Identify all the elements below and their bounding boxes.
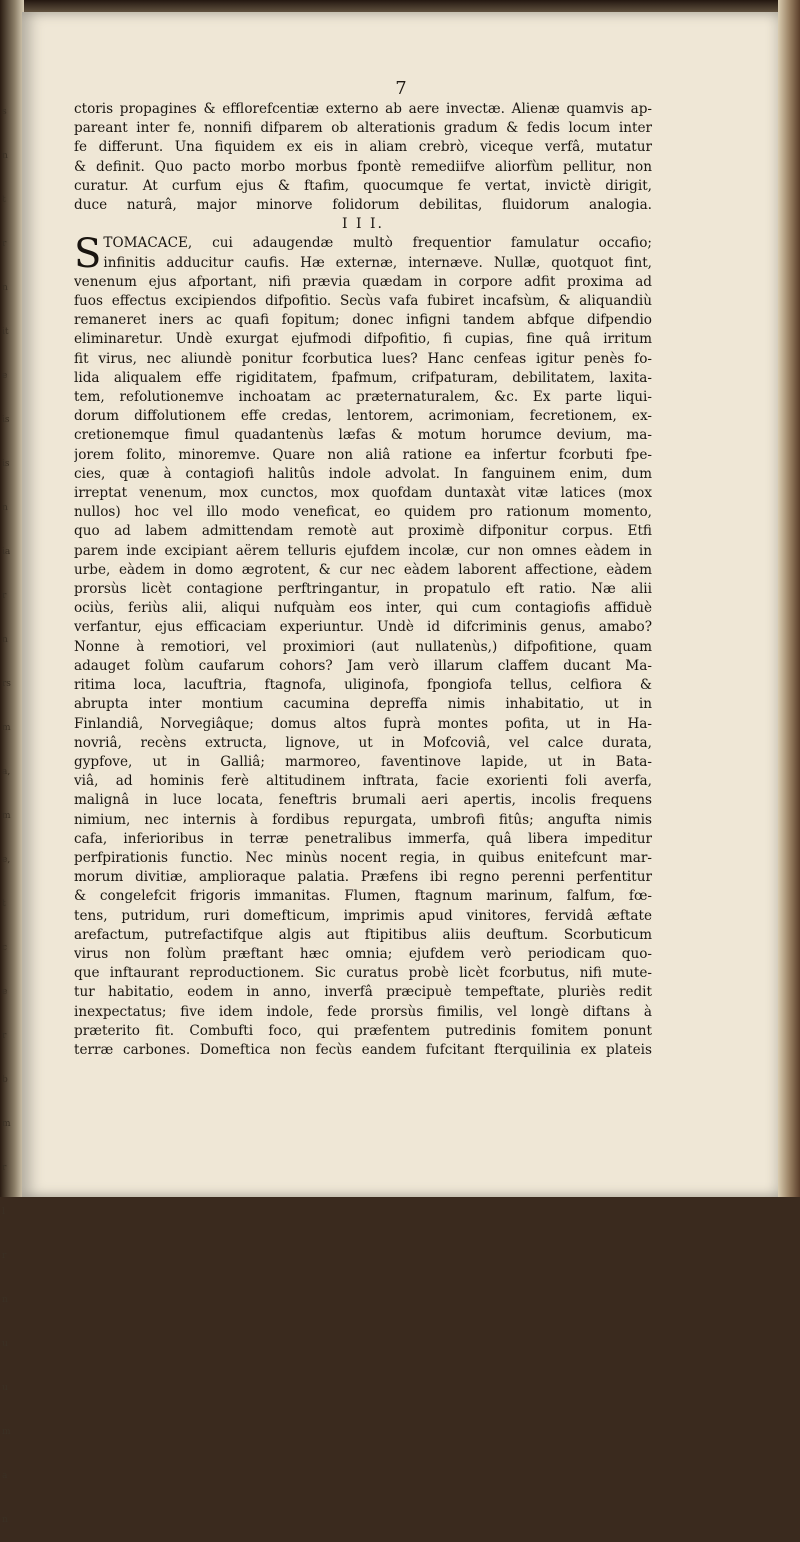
- text-line: dorum diffolutionem effe credas, lentorem, acrimoniam, fecretionem, ex-: [74, 408, 652, 425]
- text-line: que inftaurant reproductionem. Sic curatus probè licèt fcorbutus, nifi mute-: [74, 965, 652, 982]
- text-line: inexpectatus; five idem indole, fede prorsùs fimilis, vel longè diftans à: [74, 1003, 652, 1020]
- text-line: virus non folùm præftant hæc omnia; ejufdem verò periodicam quo-: [74, 945, 652, 962]
- text-line: ritima loca, lacuftria, ftagnofa, uliginofa, fpongiofa tellus, celfiora &: [74, 677, 652, 694]
- text-line: tens, putridum, ruri domefticum, imprimis apud vinitores, fervidâ æftate: [74, 907, 652, 924]
- text-line: morum divitiæ, amplioraque palatia. Præfens ibi regno perenni perfentitur: [74, 869, 652, 886]
- page-number: 7: [395, 78, 407, 99]
- book-fore-edge: [778, 0, 800, 1197]
- text-line: perfpirationis functio. Nec minùs nocent regia, in quibus enitefcunt mar-: [74, 849, 652, 866]
- text-line: verfantur, ejus efficaciam experiuntur. Undè id difcriminis genus, amabo?: [74, 619, 652, 636]
- facing-page-margin-text: s n t r n it e is is n ia r n rs m a, m e, t c e r b m r l r n u u m a n: [2, 107, 11, 1525]
- text-line: & congelefcit frigoris immanitas. Flumen, ftagnum marinum, falfum, fœ-: [74, 888, 652, 905]
- paragraph-continuation: [74, 100, 652, 215]
- text-line: quo ad labem admittendam remotè aut proximè difponitur corpus. Etfi: [74, 523, 652, 540]
- book-gutter: [0, 0, 24, 1525]
- text-line: gypfove, ut in Galliâ; marmoreo, faventinove lapide, ut in Bata-: [74, 753, 652, 770]
- text-line: nullos) hoc vel illo modo veneficat, eo quidem pro rationum momento,: [74, 504, 652, 521]
- text-line: tem, refolutionemve inchoatam ac præternaturalem, &c. Ex parte liqui-: [74, 389, 652, 406]
- text-line: remaneret iners ac quafi fopitum; donec infigni tandem abfque difpendio: [74, 312, 652, 329]
- text-line: fuos effectus excipiendos difpofitio. Secùs vafa fubiret incafsùm, & aliquandiù: [74, 293, 652, 310]
- text-line: urbe, eàdem in domo ægrotent, & cur nec eàdem laborent affectione, eàdem: [74, 561, 652, 578]
- text-line: cafa, inferioribus in terræ penetralibus immerfa, quâ libera impeditur: [74, 830, 652, 847]
- section-heading: I I I.: [342, 216, 384, 233]
- text-line: infinitis adducitur caufis. Hæ externæ, internæve. Nullæ, quotquot fint,: [103, 254, 652, 271]
- text-line: venenum ejus afportant, nifi prævia quædam in corpore adfit proxima ad: [74, 273, 652, 290]
- text-line: prorsùs licèt contagione perftringantur, in propatulo eft ratio. Næ alii: [74, 581, 652, 598]
- text-line: & definit. Quo pacto morbo morbus fpontè remediifve aliorfùm pellitur, non: [74, 158, 652, 175]
- text-line: ociùs, feriùs alii, aliqui nufquàm eos inter, qui cum contagiofis affiduè: [74, 600, 652, 617]
- text-line: Nonne à remotiori, vel proximiori (aut nullatenùs,) difpofitione, quam: [74, 638, 652, 655]
- text-line: fit virus, nec aliundè ponitur fcorbutica lues? Hanc cenfeas igitur penès fo-: [74, 350, 652, 367]
- text-line: fe differunt. Una fiquidem ex eis in aliam crebrò, viceque verfâ, mutatur: [74, 139, 652, 156]
- text-line: jorem folito, minoremve. Quare non aliâ ratione ea infertur fcorbuti fpe-: [74, 446, 652, 463]
- book-page: [22, 12, 780, 1197]
- text-line: duce naturâ, major minorve folidorum debilitas, fluidorum analogia.: [74, 197, 652, 214]
- text-line: cies, quæ à contagiofi halitûs indole advolat. In fanguinem enim, dum: [74, 465, 652, 482]
- drop-cap: S: [74, 231, 102, 278]
- text-line: novriâ, recèns extructa, lignove, ut in Mofcoviâ, vel calce durata,: [74, 734, 652, 751]
- text-line: nimium, nec internis à fordibus repurgata, umbrofi fitûs; angufta nimis: [74, 811, 652, 828]
- text-line: TOMACACE, cui adaugendæ multò frequentior famulatur occafio;: [103, 235, 652, 252]
- text-line: lida aliqualem effe rigiditatem, fpafmum, crifpaturam, debilitatem, laxita-: [74, 369, 652, 386]
- text-line: eliminaretur. Undè exurgat ejufmodi difpofitio, fi cupias, fine quâ irritum: [74, 331, 652, 348]
- text-line: parem inde excipiant aërem telluris ejufdem incolæ, cur non omnes eàdem in: [74, 542, 652, 559]
- text-line: tur habitatio, eodem in anno, inverfâ præcipuè tempeftate, pluriès redit: [74, 984, 652, 1001]
- text-line: irreptat venenum, mox cunctos, mox quofdam duntaxàt vitæ latices (mox: [74, 485, 652, 502]
- text-line: ctoris propagines & efflorefcentiæ externo ab aere invectæ. Alienæ quamvis ap-: [74, 101, 652, 117]
- text-line: arefactum, putrefactifque algis aut ftipitibus aliis deuftum. Scorbuticum: [74, 926, 652, 943]
- section-paragraph: [74, 231, 652, 1060]
- text-line: terræ carbones. Domeftica non fecùs eandem fufcitant fterquilinia ex plateis: [74, 1041, 652, 1058]
- text-line: viâ, ad hominis ferè altitudinem inftrata, facie exorienti foli averfa,: [74, 773, 652, 790]
- text-line: præterito fit. Combufti foco, qui præfentem putredinis fomitem ponunt: [74, 1022, 652, 1039]
- text-line: curatur. At curfum ejus & ftafim, quocumque fe vertat, invictè dirigit,: [74, 177, 652, 194]
- text-line: Finlandiâ, Norvegiâque; domus altos fuprà montes pofita, ut in Ha-: [74, 715, 652, 732]
- paragraph-lines: [74, 273, 652, 1060]
- text-line: cretionemque fimul quadantenùs læfas & motum horumce devium, ma-: [74, 427, 652, 444]
- text-line: pareant inter fe, nonnifi difparem ob alterationis gradum & fedis locum inter: [74, 120, 652, 137]
- text-line: adauget folùm caufarum cohors? Jam verò illarum claffem ducant Ma-: [74, 657, 652, 674]
- text-line: malignâ in luce locata, feneftris brumali aeri apertis, incolis frequens: [74, 792, 652, 809]
- text-line: abrupta inter montium cacumina depreffa nimis inhabitatio, ut in: [74, 696, 652, 713]
- page-body: [74, 100, 652, 1060]
